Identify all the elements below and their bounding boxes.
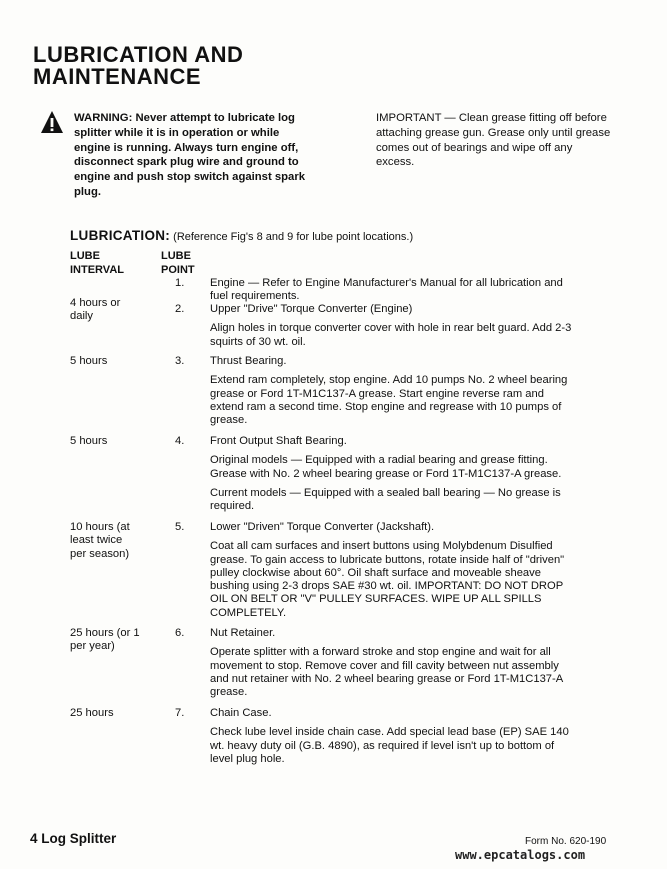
lube-interval: 25 hours (or 1 per year) — [70, 627, 140, 653]
lube-detail: Original models — Equipped with a radial bearing and grease fitting. Grease with No. 2 wheel bearing grease or Ford 1T-M1C137-A grease. — [210, 454, 562, 480]
page-number-label: 4 Log Splitter — [30, 831, 117, 846]
lubrication-subtitle: (Reference Fig's 8 and 9 for lube point locations.) — [173, 231, 414, 243]
lube-detail: Check lube level inside chain case. Add special lead base (EP) SAE 140 wt. heavy duty oil (G.B. 4890), as required if level isn't up to bottom of level plug hole. — [210, 726, 569, 765]
col-header-point-line1: LUBE — [161, 250, 191, 262]
lube-body — [210, 627, 580, 705]
lube-point-number: 6. — [175, 627, 185, 639]
title-line-1: LUBRICATION AND — [33, 42, 244, 67]
lube-title: Upper "Drive" Torque Converter (Engine) — [210, 303, 413, 315]
lube-detail: Current models — Equipped with a sealed ball bearing — No grease is required. — [210, 486, 561, 513]
lube-title: Thrust Bearing. — [210, 355, 287, 367]
lube-title: Engine — Refer to Engine Manufacturer's Manual for all lubrication and fuel requirements. — [210, 277, 563, 303]
lube-interval: 5 hours — [70, 435, 108, 447]
lube-body — [210, 355, 580, 433]
lube-point-number: 2. — [175, 303, 185, 315]
lube-title: Chain Case. — [210, 707, 272, 719]
lube-detail: Align holes in torque converter cover with hole in rear belt guard. Add 2-3 squirts of 30 wt. oil. — [210, 322, 572, 348]
col-header-point-line2: POINT — [161, 263, 195, 276]
col-header-interval — [70, 250, 124, 277]
lube-interval: 25 hours — [70, 707, 114, 719]
lube-interval: 5 hours — [70, 355, 108, 367]
lube-title: Lower "Driven" Torque Converter (Jackshaft). — [210, 521, 435, 533]
lube-interval: 10 hours (at least twice per season) — [70, 521, 130, 560]
form-number: Form No. 620-190 — [525, 836, 607, 847]
watermark: www.epcatalogs.com — [455, 848, 586, 862]
lube-point-number: 7. — [175, 707, 185, 719]
lube-body — [210, 303, 580, 355]
col-header-interval-line1: LUBE — [70, 250, 100, 262]
lube-point-number: 4. — [175, 435, 185, 447]
lube-body — [210, 707, 580, 772]
lube-point-number: 1. — [175, 277, 185, 289]
lube-body — [210, 435, 580, 519]
col-header-interval-line2: INTERVAL — [70, 263, 124, 276]
warning-text: WARNING: Never attempt to lubricate log splitter while it is in operation or while engine is running. Always turn engine off, disconnect spark plug wire and ground to engine and push stop switch against spark plug. — [74, 112, 306, 198]
page-title — [33, 44, 243, 88]
lube-body — [210, 521, 580, 626]
title-line-2: MAINTENANCE — [33, 64, 202, 89]
lube-detail: Extend ram completely, stop engine. Add 10 pumps No. 2 wheel bearing grease or Ford 1T-M1C137-A grease. Start engine reverse ram and extend ram a second time. Stop engine and regrease with 10 pumps of grease. — [210, 374, 568, 427]
lube-title: Nut Retainer. — [210, 627, 276, 639]
lube-point-number: 3. — [175, 355, 185, 367]
lube-detail: Coat all cam surfaces and insert buttons using Molybdenum Disulfied grease. To gain access to lubricate buttons, rotate inside half of "driven" pulley clockwise about 60°. Oil shaft surface and moveable sheave bushing using 2-3 drops SAE #30 wt. oil. IMPORTANT: DO NOT DROP OIL ON BELT OR "V" PULLEY SURFACES. WIPE UP ALL SPILLS COMPLETELY. — [210, 540, 565, 619]
col-header-point — [161, 250, 195, 277]
lubrication-heading — [70, 228, 413, 243]
important-note: IMPORTANT — Clean grease fitting off before attaching grease gun. Grease only until grease comes out of bearings and wipe off any excess. — [376, 112, 611, 169]
lube-point-number: 5. — [175, 521, 185, 533]
lube-interval: 4 hours or daily — [70, 297, 121, 323]
lube-detail: Operate splitter with a forward stroke and stop engine and wait for all movement to stop. Remove cover and fill cavity between nut assembly and nut retainer with No. 2 wheel bearing grease or Ford 1T-M1C137-A grease. — [210, 646, 563, 699]
lubrication-title: LUBRICATION: — [70, 228, 171, 243]
lube-title: Front Output Shaft Bearing. — [210, 435, 347, 447]
warning-triangle-icon — [40, 110, 64, 134]
